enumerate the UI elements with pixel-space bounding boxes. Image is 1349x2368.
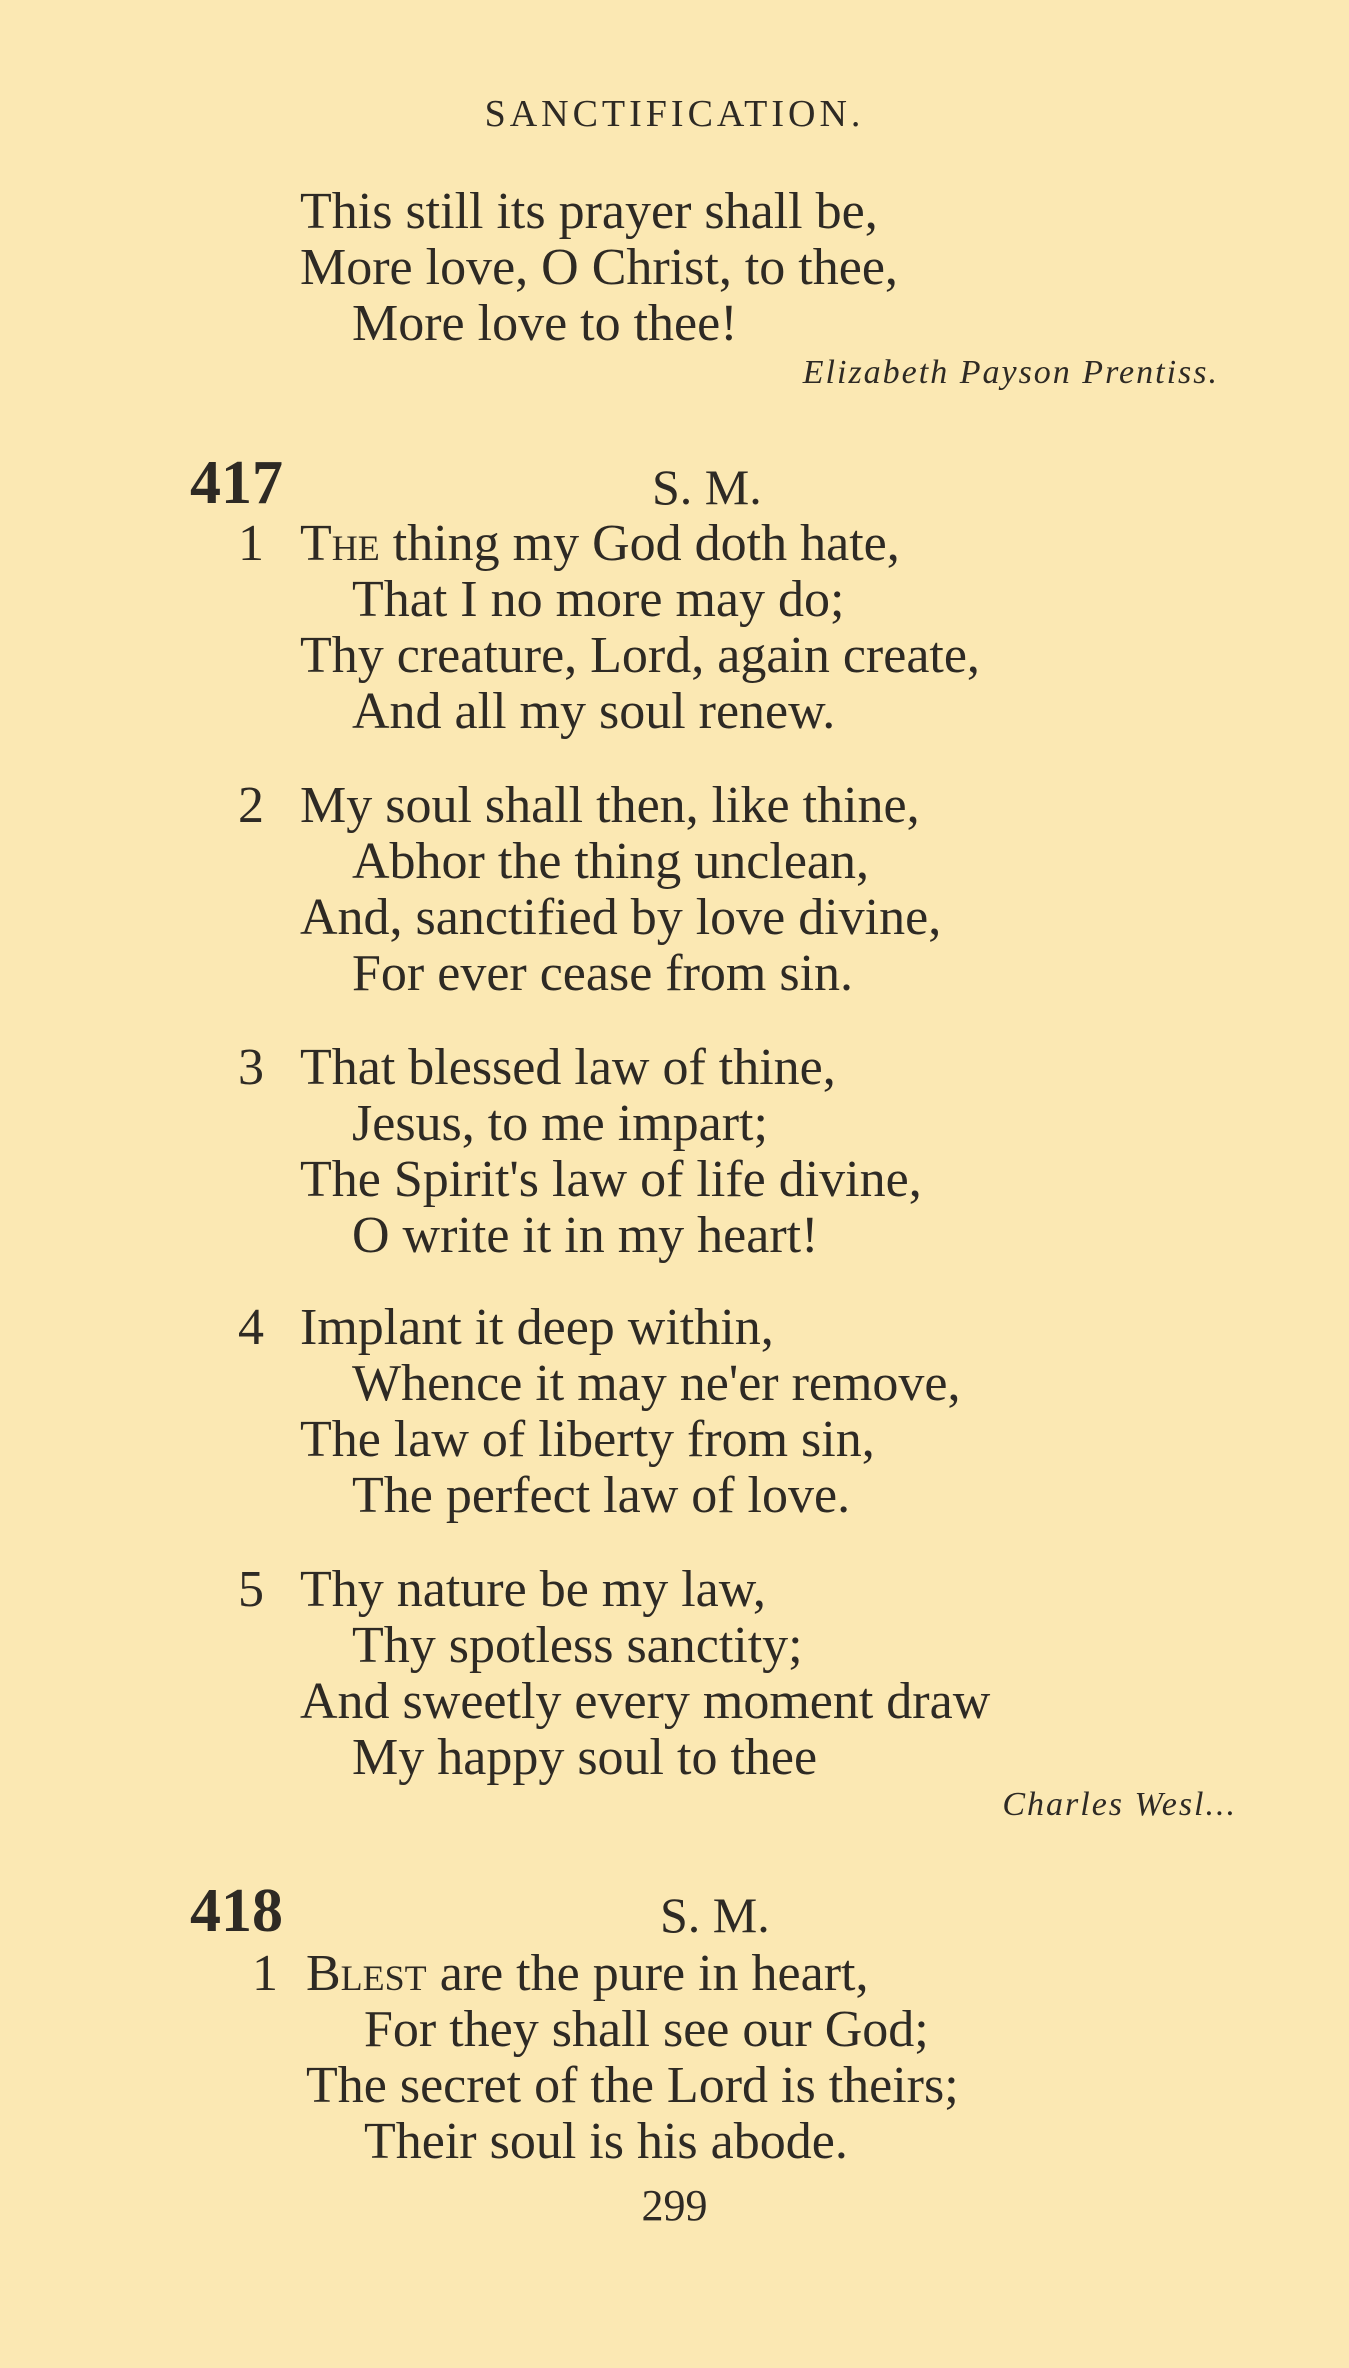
verse-line: The secret of the Lord is theirs; — [306, 2057, 959, 2114]
prev-hymn-line: More love to thee! — [352, 295, 738, 352]
prev-hymn-line: This still its prayer shall be, — [300, 183, 878, 240]
hymn-meter: S. M. — [652, 459, 762, 515]
verse-line: My soul shall then, like thine, — [300, 777, 920, 834]
first-word: The — [300, 515, 380, 572]
verse-number: 1 — [252, 1945, 278, 2002]
prev-hymn-author: Elizabeth Payson Prentiss. — [802, 354, 1219, 391]
verse-line: Thy creature, Lord, again create, — [300, 627, 980, 684]
hymn-author: Charles Wesl... — [1002, 1786, 1237, 1823]
verse-number: 4 — [238, 1299, 264, 1356]
verse-number: 1 — [238, 515, 264, 572]
verse-line: And, sanctified by love divine, — [300, 889, 942, 946]
verse-line: O write it in my heart! — [352, 1207, 819, 1264]
verse-number: 5 — [238, 1561, 264, 1618]
verse-line-rest: are the pure in heart, — [426, 1945, 869, 2002]
verse-line: For ever cease from sin. — [352, 945, 854, 1002]
verse-number: 3 — [238, 1039, 264, 1096]
verse-line: The perfect law of love. — [352, 1467, 851, 1524]
hymn-number: 418 — [190, 1877, 283, 1945]
hymn-meter: S. M. — [660, 1887, 770, 1943]
page-number: 299 — [641, 2181, 708, 2230]
hymn-number: 417 — [190, 449, 283, 517]
prev-hymn-line: More love, O Christ, to thee, — [300, 239, 898, 296]
verse-line: Jesus, to me impart; — [352, 1095, 768, 1152]
first-word: Blest — [306, 1945, 427, 2002]
verse-line: The law of liberty from sin, — [300, 1411, 875, 1468]
verse-line — [300, 516, 900, 572]
verse-line: Their soul is his abode. — [364, 2113, 848, 2170]
verse-line: Abhor the thing unclean, — [352, 833, 869, 890]
verse-line: That I no more may do; — [352, 571, 845, 628]
verse-line: Thy nature be my law, — [300, 1561, 766, 1618]
verse-line: For they shall see our God; — [364, 2001, 929, 2058]
verse-line-rest: thing my God doth hate, — [379, 515, 900, 572]
verse-number: 2 — [238, 777, 264, 834]
verse-line: That blessed law of thine, — [300, 1039, 836, 1096]
verse-line: My happy soul to thee — [352, 1729, 818, 1786]
verse-line: And all my soul renew. — [352, 683, 836, 740]
verse-line: Implant it deep within, — [300, 1299, 774, 1356]
verse-line: Whence it may ne'er remove, — [352, 1355, 961, 1412]
verse-line — [306, 1946, 868, 2002]
section-header: SANCTIFICATION. — [484, 93, 865, 135]
verse-line: Thy spotless sanctity; — [352, 1617, 803, 1674]
verse-line: And sweetly every moment draw — [300, 1673, 991, 1730]
verse-line: The Spirit's law of life divine, — [300, 1151, 922, 1208]
